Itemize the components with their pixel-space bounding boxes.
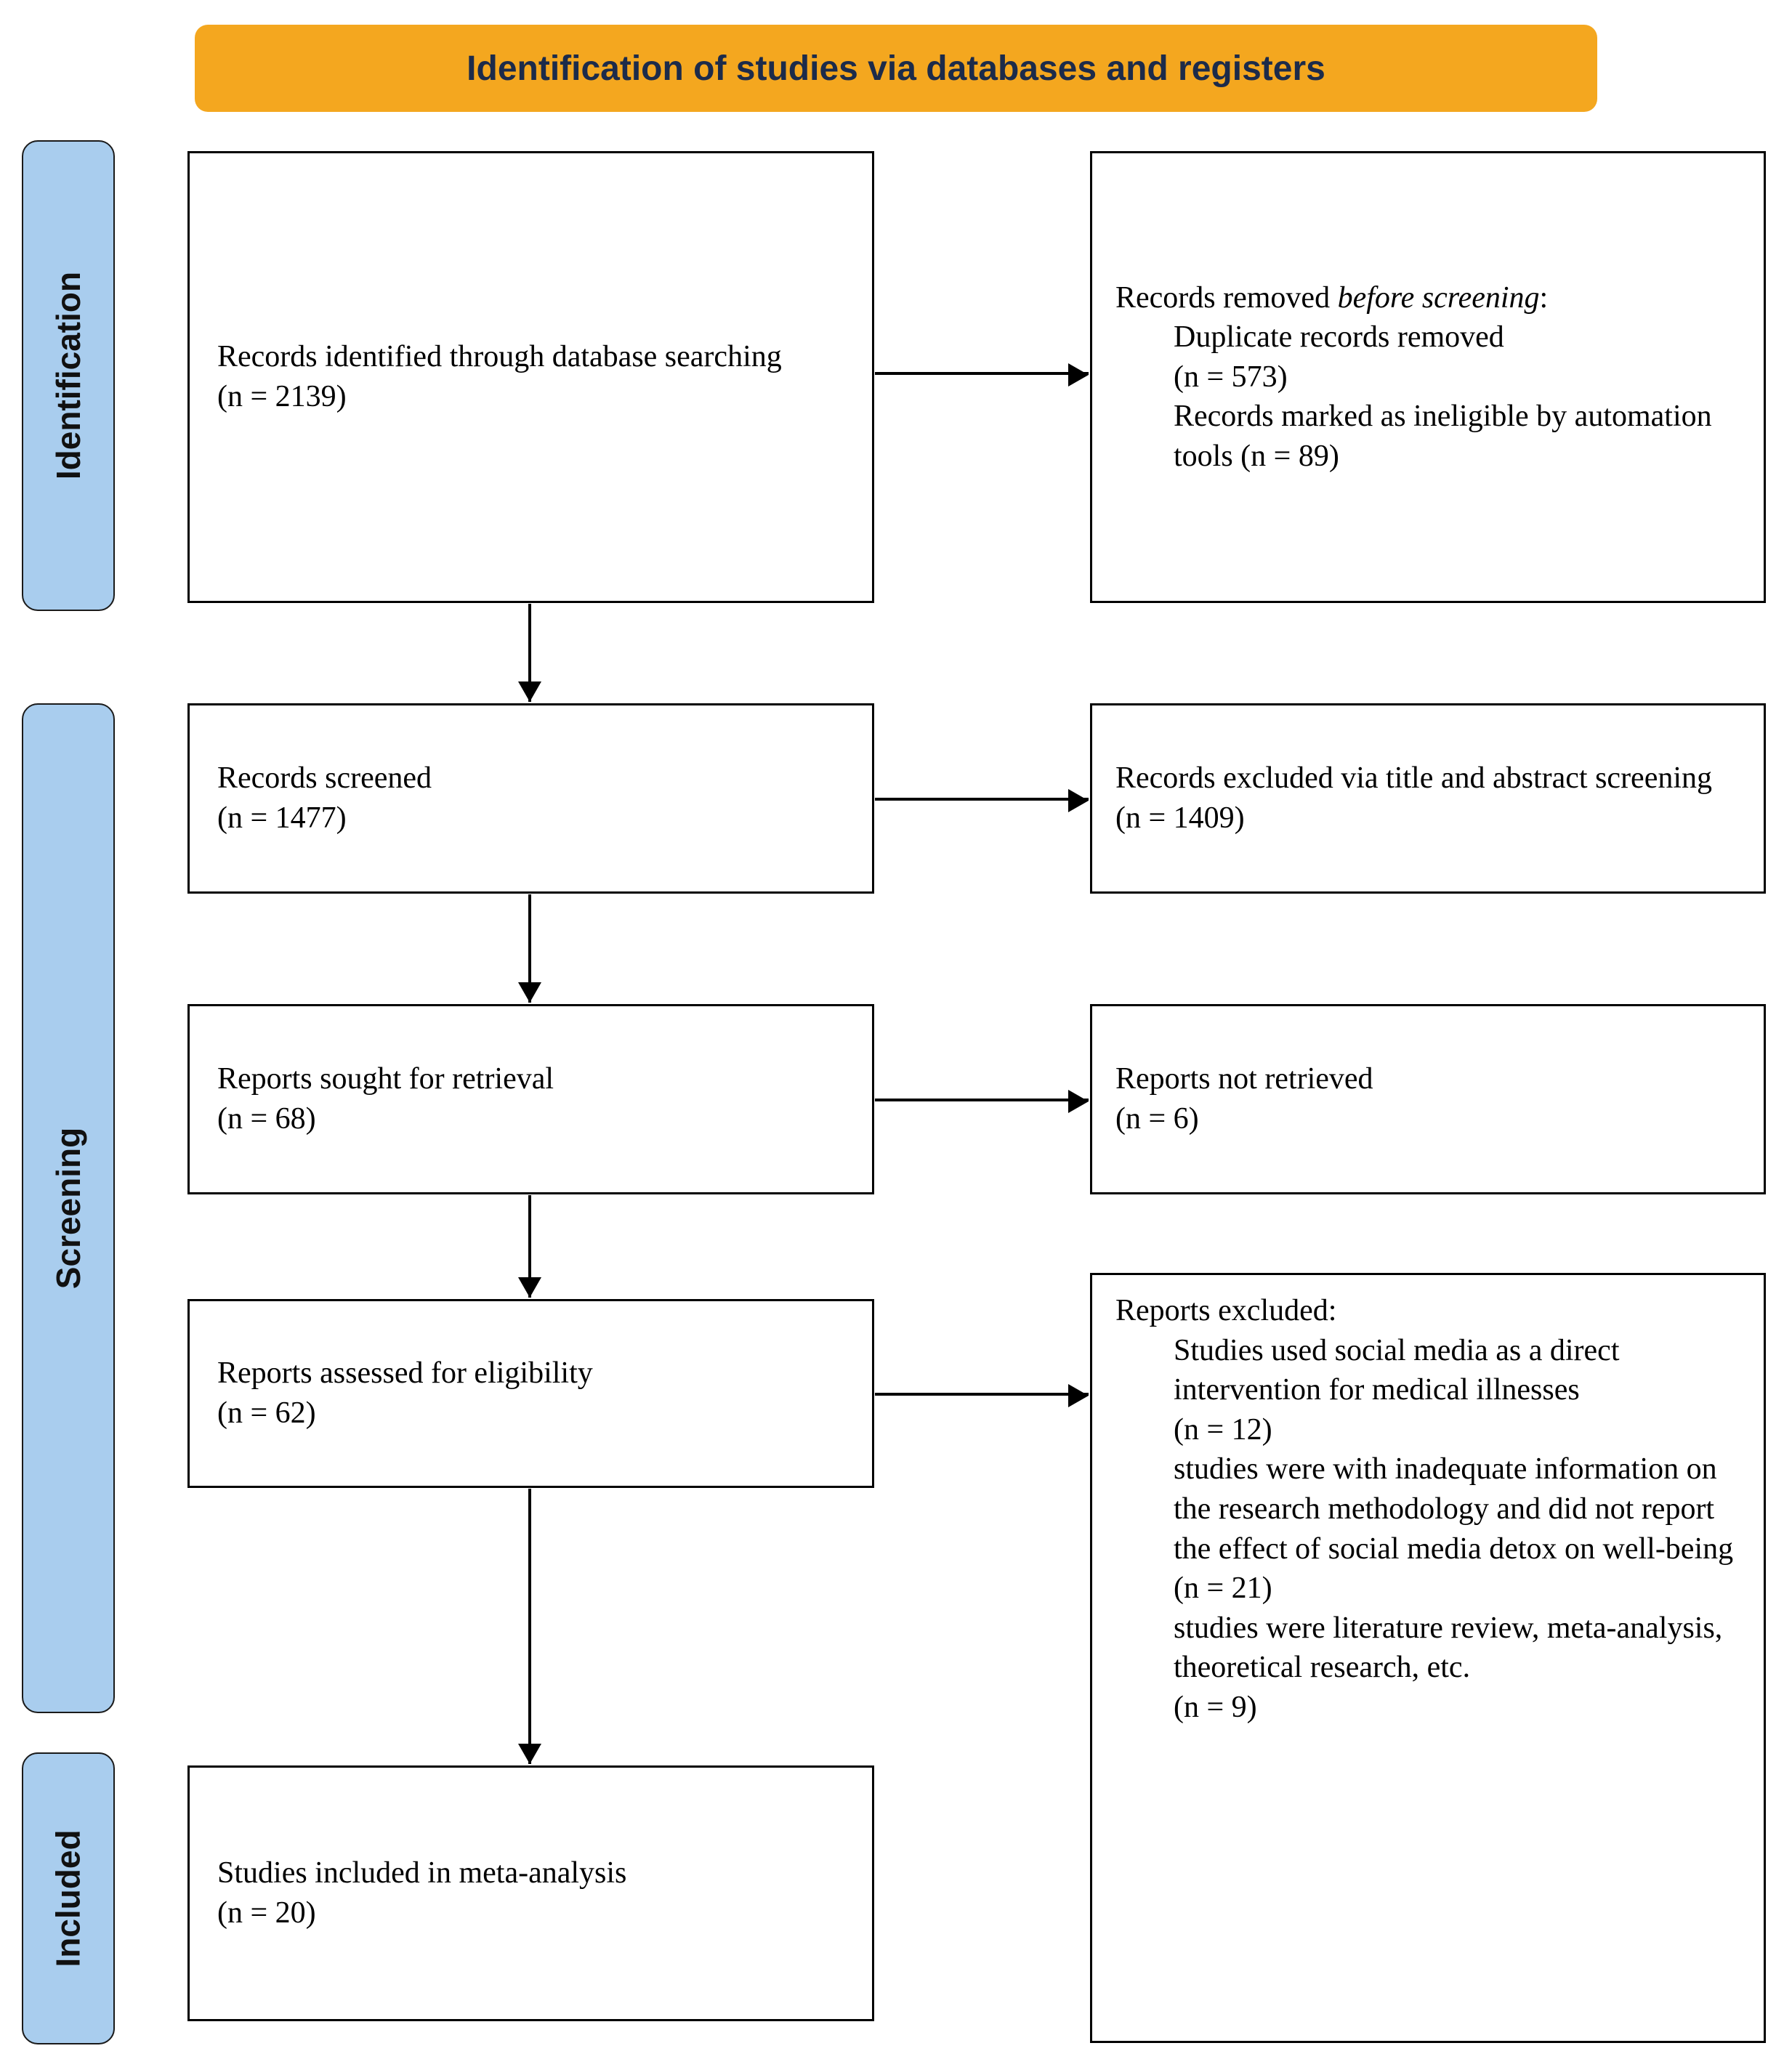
box-text-line: Reports sought for retrieval xyxy=(217,1062,554,1096)
arrow-identified-to-removed xyxy=(875,372,1089,375)
box-text-line: Reports assessed for eligibility xyxy=(217,1356,593,1391)
box-text-line: studies were with inadequate information on the research methodology and did not report the effect of social media detox on well-being xyxy=(1174,1452,1734,1566)
box-records-identified xyxy=(187,151,874,603)
reports-excluded-items xyxy=(1115,1331,1745,1728)
box-text-line: (n = 68) xyxy=(217,1102,316,1136)
stage-text-screening: Screening xyxy=(49,1127,88,1290)
stage-text-included: Included xyxy=(49,1829,87,1967)
box-text-line: Records excluded via title and abstract screening xyxy=(1115,761,1713,796)
box-reports-assessed xyxy=(187,1299,874,1488)
box-text-line: (n = 9) xyxy=(1174,1690,1257,1724)
box-text-line: Studies included in meta-analysis xyxy=(217,1856,627,1890)
box-text-line: Records marked as ineligible by automation tools (n = 89) xyxy=(1174,400,1712,473)
arrow-screened-to-sought xyxy=(528,894,531,1003)
box-text-line: (n = 6) xyxy=(1115,1102,1199,1136)
box-reports-excluded xyxy=(1090,1273,1766,2043)
box-text-line: Records screened xyxy=(217,761,432,796)
records-removed-items xyxy=(1115,317,1745,476)
box-reports-sought xyxy=(187,1004,874,1194)
box-text-line: Reports not retrieved xyxy=(1115,1062,1373,1096)
box-records-removed xyxy=(1090,151,1766,603)
box-text-line: (n = 1409) xyxy=(1115,801,1245,835)
box-records-screened xyxy=(187,703,874,894)
box-records-excluded xyxy=(1090,703,1766,894)
arrow-sought-to-not-retrieved xyxy=(875,1099,1089,1101)
stage-label-screening xyxy=(22,703,115,1713)
box-text-line: studies were literature review, meta-analysis, theoretical research, etc. xyxy=(1174,1611,1723,1685)
box-reports-not-retrieved xyxy=(1090,1004,1766,1194)
stage-label-identification xyxy=(22,140,115,611)
box-text-line: (n = 1477) xyxy=(217,801,347,835)
box-text-line: (n = 2139) xyxy=(217,380,347,413)
box-text-line: (n = 20) xyxy=(217,1896,316,1930)
box-text-line: (n = 21) xyxy=(1174,1571,1272,1606)
box-text-line: Records identified through database searching xyxy=(217,340,782,374)
box-text-line: (n = 12) xyxy=(1174,1412,1272,1447)
reports-excluded-heading: Reports excluded: xyxy=(1115,1294,1337,1327)
arrow-assessed-to-reports-excluded xyxy=(875,1393,1089,1396)
heading-suffix: : xyxy=(1539,280,1549,315)
heading-italic: before screening xyxy=(1337,280,1540,315)
stage-label-included xyxy=(22,1752,115,2044)
arrow-identified-to-screened xyxy=(528,604,531,702)
stage-text-identification: Identification xyxy=(49,271,88,480)
arrow-screened-to-excluded xyxy=(875,798,1089,801)
records-removed-heading xyxy=(1115,278,1745,318)
box-text-line: Duplicate records removed xyxy=(1174,320,1504,355)
box-text-line: Studies used social media as a direct intervention for medical illnesses xyxy=(1174,1333,1620,1407)
arrow-sought-to-assessed xyxy=(528,1195,531,1298)
heading-prefix: Records removed xyxy=(1115,280,1338,315)
box-studies-included xyxy=(187,1765,874,2021)
box-text-line: (n = 573) xyxy=(1174,360,1288,394)
banner-title: Identification of studies via databases and registers xyxy=(467,49,1325,88)
box-text-line: (n = 62) xyxy=(217,1396,316,1430)
arrow-assessed-to-included xyxy=(528,1489,531,1764)
banner xyxy=(195,25,1597,112)
